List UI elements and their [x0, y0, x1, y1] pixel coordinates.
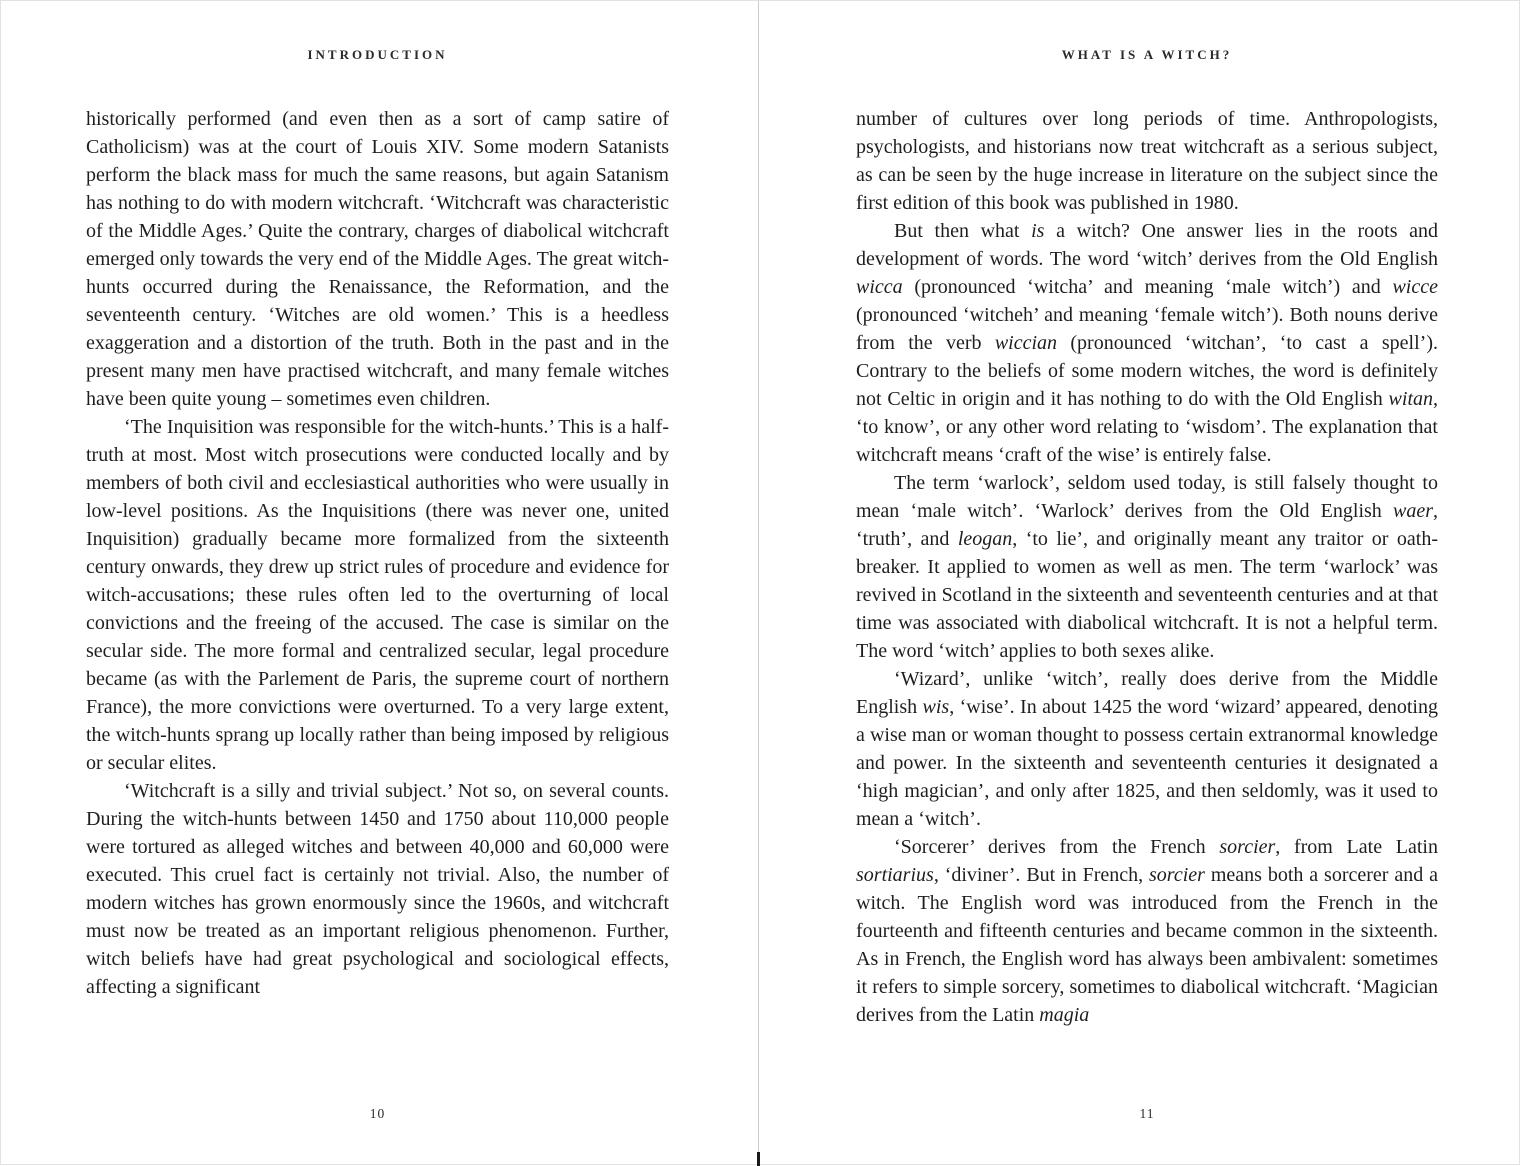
- body-text: , ‘wise’. In about 1425 the word ‘wizard’ appeared, denoting a wise man or woman thought to possess certain extranormal knowledge and power. In the sixteenth and seventeenth centuries it designated a ‘high magician’, and only after 1825, and then seldomly, was it used to mean a ‘witch’.: [856, 696, 1438, 830]
- body-text: (pronounced ‘witcha’ and meaning ‘male witch’) and: [902, 276, 1393, 298]
- paragraph: [856, 469, 1438, 665]
- page-body-left: [86, 105, 669, 1001]
- body-text: historically performed (and even then as a sort of camp satire of Catholicism) was at the court of Louis XIV. Some modern Satanists perform the black mass for much the same reasons, but again Satanism has nothing to do with modern witchcraft. ‘Witchcraft was characteristic of the Middle Ages.’ Quite the contrary, charges of diabolical witchcraft emerged only towards the very end of the Middle Ages. The great witch-hunts occurred during the Renaissance, the Reformation, and the seventeenth century. ‘Witches are old women.’ This is a heedless exaggeration and a distortion of the truth. Both in the past and in the present many men have practised witchcraft, and many female witches have been quite young – sometimes even children.: [86, 108, 669, 410]
- body-text: , ‘truth’, and: [856, 500, 1438, 550]
- running-header-left: INTRODUCTION: [307, 47, 448, 62]
- page-body-right: [856, 105, 1438, 1029]
- paragraph: [856, 833, 1438, 1029]
- italic-text: sortiarius: [856, 864, 934, 886]
- body-text: ‘Witchcraft is a silly and trivial subject.’ Not so, on several counts. During the witch-hunts between 1450 and 1750 about 110,000 people were tortured as alleged witches and between 40,000 and 60,000 were executed. This cruel fact is certainly not trivial. Also, the number of modern witches has grown enormously since the 1960s, and witchcraft must now be treated as an important religious phenomenon. Further, witch beliefs have had great psychological and sociological effects, affecting a significant: [86, 780, 669, 998]
- italic-text: wiccian: [994, 332, 1058, 354]
- body-text: , from Late Latin: [1275, 836, 1438, 858]
- body-text: (pronounced ‘witchan’, ‘to cast a spell’). Contrary to the beliefs of some modern witches, the word is definitely not Celtic in origin and it has nothing to do with the Old English: [856, 332, 1438, 410]
- italic-text: magia: [1039, 1004, 1090, 1026]
- body-text: a witch? One answer lies in the roots and development of words. The word ‘witch’ derives from the Old English: [856, 220, 1438, 270]
- paragraph: [856, 105, 1438, 217]
- page-number-right: 11: [1139, 1106, 1155, 1121]
- body-text: ‘The Inquisition was responsible for the witch-hunts.’ This is a half-truth at most. Most witch prosecutions were conducted locally and by members of both civil and ecclesiastical authorities who were usually in low-level positions. As the Inquisitions (there was never one, united Inquisition) gradually became more formalized from the sixteenth century onwards, they drew up strict rules of procedure and evidence for witch-accusations; these rules often led to the overturning of local convictions and the freeing of the accused. The case is similar on the secular side. The more formal and centralized secular, legal procedure became (as with the Parlement de Paris, the supreme court of northern France), the more convictions were overturned. To a very large extent, the witch-hunts sprang up locally rather than being imposed by religious or secular elites.: [86, 416, 669, 774]
- body-text: means both a sorcerer and a witch. The English word was introduced from the French in the fourteenth and fifteenth centuries and became common in the sixteenth. As in French, the English word has always been ambivalent: sometimes it refers to simple sorcery, sometimes to diabolical witchcraft. ‘Magician derives from the Latin: [856, 864, 1438, 1026]
- paragraph: [86, 777, 669, 1001]
- paragraph: [86, 413, 669, 777]
- right-page: [759, 1, 1520, 1166]
- body-text: ‘Wizard’, unlike ‘witch’, really does derive from the Middle English: [856, 668, 1438, 718]
- italic-text: is: [1031, 220, 1045, 242]
- paragraph: [856, 217, 1438, 469]
- page-number-left: 10: [369, 1106, 386, 1121]
- body-text: number of cultures over long periods of time. Anthropologists, psychologists, and historians now treat witchcraft as a serious subject, as can be seen by the huge increase in literature on the subject since the first edition of this book was published in 1980.: [856, 108, 1438, 214]
- body-text: (pronounced ‘witcheh’ and meaning ‘female witch’). Both nouns derive from the verb: [856, 304, 1438, 354]
- body-text: , ‘diviner’. But in French,: [933, 864, 1150, 886]
- italic-text: wicce: [1392, 276, 1438, 298]
- body-text: The term ‘warlock’, seldom used today, is still falsely thought to mean ‘male witch’. ‘Warlock’ derives from the Old English: [856, 472, 1438, 522]
- italic-text: witan: [1388, 388, 1433, 410]
- italic-text: waer: [1393, 500, 1433, 522]
- italic-text: sorcier: [1219, 836, 1276, 858]
- paragraph: [856, 665, 1438, 833]
- italic-text: leogan: [957, 528, 1013, 550]
- body-text: , ‘to lie’, and originally meant any traitor or oath-breaker. It applied to women as well as men. The term ‘warlock’ was revived in Scotland in the sixteenth and seventeenth centuries and at that time was associated with diabolical witchcraft. It is not a helpful term. The word ‘witch’ applies to both sexes alike.: [856, 528, 1438, 662]
- italic-text: sorcier: [1149, 864, 1205, 886]
- left-page: [1, 1, 758, 1166]
- body-text: , ‘to know’, or any other word relating to ‘wisdom’. The explanation that witchcraft means ‘craft of the wise’ is entirely false.: [856, 388, 1438, 466]
- body-text: But then what: [894, 220, 1032, 242]
- running-header-right: WHAT IS A WITCH?: [1061, 47, 1233, 62]
- paragraph: [86, 105, 669, 413]
- italic-text: wicca: [856, 276, 903, 298]
- italic-text: wis: [922, 696, 950, 718]
- body-text: ‘Sorcerer’ derives from the French: [894, 836, 1220, 858]
